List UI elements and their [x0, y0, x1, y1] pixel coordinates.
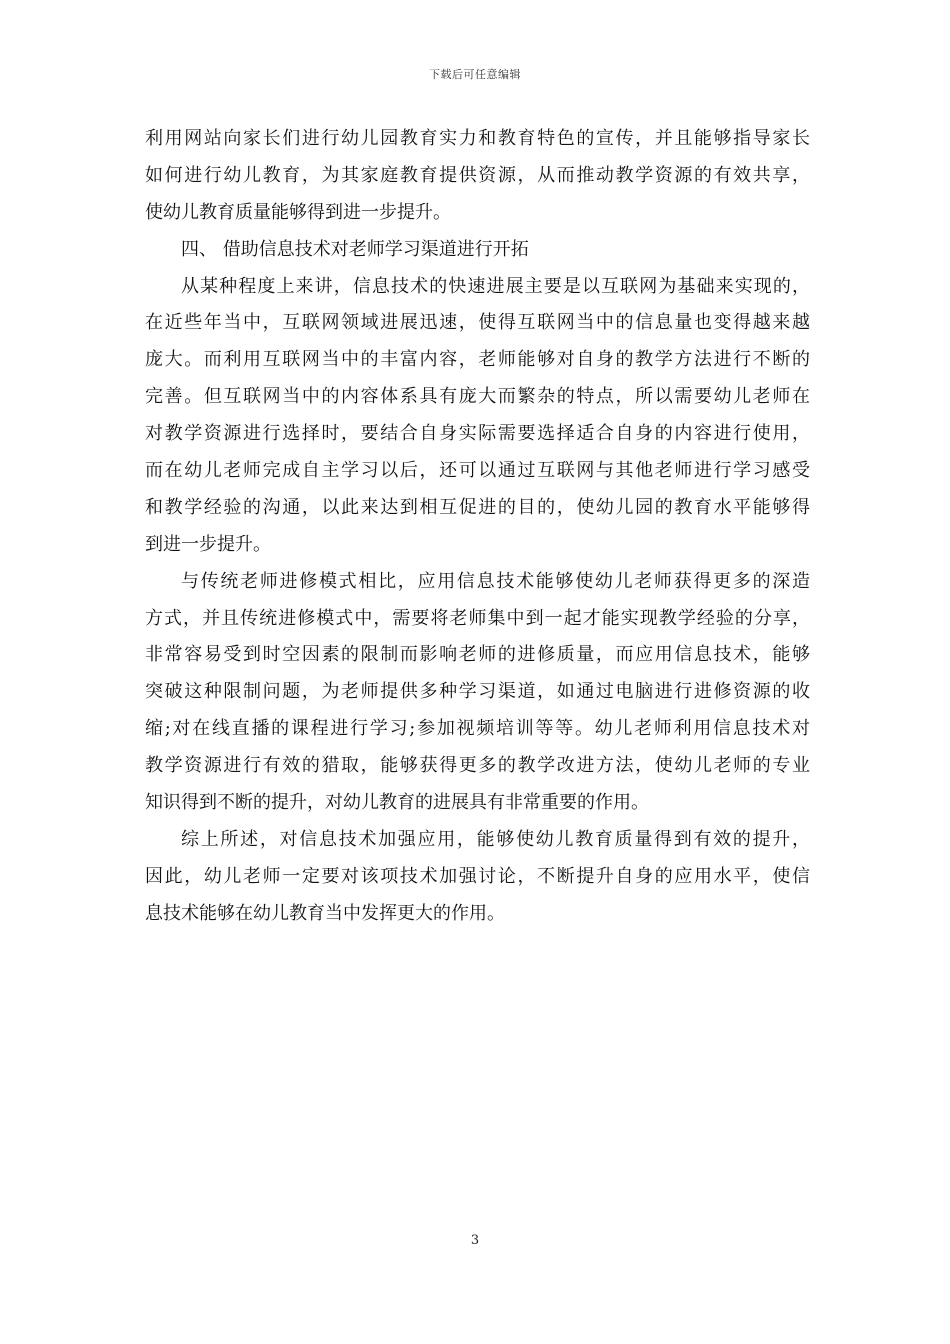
- text-line: 因此，幼儿老师一定要对该项技术加强讨论，不断提升自身的应用水平，使信: [145, 865, 810, 887]
- document-body: [145, 121, 810, 933]
- text-line: 如何进行幼儿教育，为其家庭教育提供资源，从而推动教学资源的有效共享，: [145, 164, 810, 186]
- text-line: 知识得到不断的提升，对幼儿教育的进展具有非常重要的作用。: [145, 792, 649, 814]
- text-line: 教学资源进行有效的猎取，能够获得更多的教学改进方法，使幼儿老师的专业: [145, 755, 810, 777]
- text-line: 和教学经验的沟通，以此来达到相互促进的目的，使幼儿园的教育水平能够得: [145, 496, 810, 518]
- text-line: 与传统老师进修模式相比，应用信息技术能够使幼儿老师获得更多的深造: [181, 570, 810, 592]
- text-line: 完善。但互联网当中的内容体系具有庞大而繁杂的特点，所以需要幼儿老师在: [145, 386, 810, 408]
- text-line: 非常容易受到时空因素的限制而影响老师的进修质量，而应用信息技术，能够: [145, 644, 810, 666]
- text-line: 突破这种限制问题，为老师提供多种学习渠道，如通过电脑进行进修资源的收: [145, 681, 810, 703]
- text-line: 息技术能够在幼儿教育当中发挥更大的作用。: [145, 902, 505, 924]
- text-line: 从某种程度上来讲，信息技术的快速进展主要是以互联网为基础来实现的，: [181, 275, 810, 297]
- text-line: 缩;对在线直播的课程进行学习;参加视频培训等等。幼儿老师利用信息技术对: [145, 718, 810, 740]
- text-line: 方式，并且传统进修模式中，需要将老师集中到一起才能实现教学经验的分享，: [145, 607, 810, 629]
- text-line: 到进一步提升。: [145, 533, 271, 555]
- section-heading: 四、 借助信息技术对老师学习渠道进行开拓: [181, 238, 529, 260]
- text-line: 在近些年当中，互联网领域进展迅速，使得互联网当中的信息量也变得越来越: [145, 312, 810, 334]
- text-line: 综上所述，对信息技术加强应用，能够使幼儿教育质量得到有效的提升，: [181, 828, 810, 850]
- page-header: 下载后可任意编辑: [429, 68, 521, 81]
- text-line: 庞大。而利用互联网当中的丰富内容，老师能够对自身的教学方法进行不断的: [145, 349, 810, 371]
- text-line: 而在幼儿老师完成自主学习以后，还可以通过互联网与其他老师进行学习感受: [145, 460, 810, 482]
- text-line: 对教学资源进行选择时，要结合自身实际需要选择适合自身的内容进行使用，: [145, 423, 810, 445]
- text-line: 使幼儿教育质量能够得到进一步提升。: [145, 201, 451, 223]
- text-line: 利用网站向家长们进行幼儿园教育实力和教育特色的宣传，并且能够指导家长: [145, 128, 810, 149]
- page-number: 3: [470, 1233, 480, 1248]
